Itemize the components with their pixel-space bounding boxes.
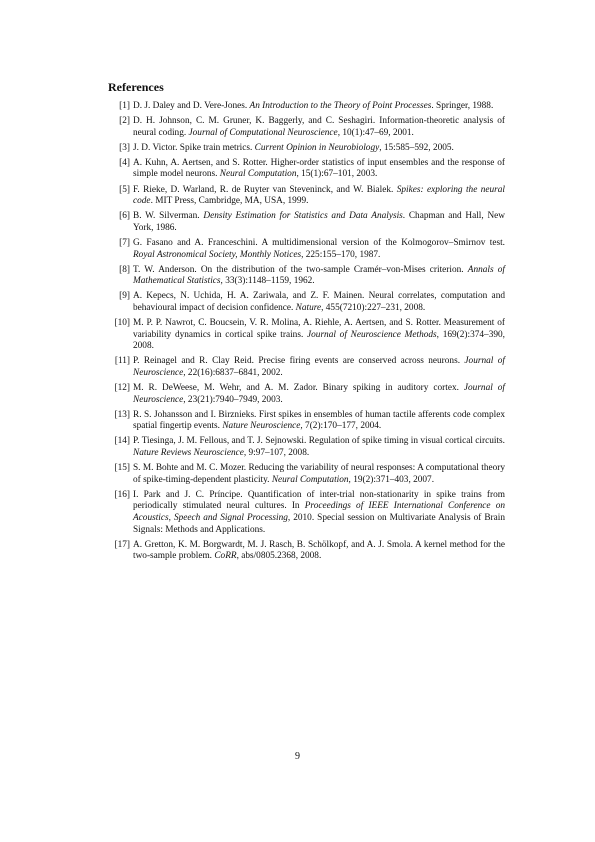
reference-item — [108, 158, 505, 181]
reference-text — [133, 356, 505, 378]
reference-text-segment: A. Kepecs, N. Uchida, H. A. Zariwala, and Z. F. Mainen. Neural correlates, computation and behavioural impact of decision confidence. — [133, 291, 505, 313]
reference-text — [133, 238, 505, 260]
reference-number: [12] — [114, 382, 130, 393]
reference-text — [133, 291, 505, 313]
reference-venue: CoRR — [214, 551, 237, 562]
reference-text-segment: D. H. Johnson, C. M. Gruner, K. Baggerly, and C. Seshagiri. Information-theoretic analysis of neural coding. — [133, 116, 505, 138]
reference-text-segment: A. Gretton, K. M. Borgwardt, M. J. Rasch, B. Schölkopf, and A. J. Smola. A kernel method for the two-sample problem. — [133, 539, 505, 562]
reference-text-segment: , 22(16):6837–6841, 2002. — [183, 367, 283, 378]
reference-number: [14] — [114, 436, 130, 447]
reference-text — [133, 436, 505, 458]
section-title: References — [108, 80, 164, 94]
reference-item — [108, 383, 505, 406]
reference-text-segment: D. J. Daley and D. Vere-Jones. — [133, 101, 250, 111]
reference-text-segment: A. Kuhn, A. Aertsen, and S. Rotter. Higher-order statistics of input ensembles and the response of simple model neurons. — [133, 157, 505, 180]
reference-number: [3] — [119, 142, 130, 153]
reference-number: [9] — [119, 291, 130, 302]
reference-venue: Neural Computation — [271, 474, 349, 485]
reference-number: [8] — [119, 264, 130, 275]
reference-venue: Nature — [295, 302, 322, 313]
reference-number: [5] — [119, 184, 130, 195]
reference-text-segment: , 2010. Special session on Multivariate Analysis of Brain Signals: Methods and Applications. — [133, 512, 505, 535]
reference-text — [133, 410, 505, 432]
reference-item — [108, 356, 505, 379]
reference-text — [133, 540, 505, 562]
reference-text-segment: S. M. Bohte and M. C. Mozer. Reducing the variability of neural responses: A computational theory of spike-timing-dependent plasticity. — [133, 463, 505, 485]
reference-text-segment: , 33(3):1148–1159, 1962. — [220, 276, 315, 287]
reference-number: [16] — [114, 489, 130, 500]
reference-text-segment: , abs/0805.2368, 2008. — [236, 551, 322, 562]
reference-text — [133, 211, 505, 233]
reference-number: [1] — [119, 101, 130, 111]
reference-text-segment: B. W. Silverman. — [133, 211, 204, 222]
reference-text-segment: I. Park and J. C. Príncipe. Quantification of inter-trial non-stationarity in spike trains from periodically stimulated neural cultures. In — [133, 489, 505, 512]
reference-item — [108, 143, 505, 155]
reference-text — [133, 318, 505, 351]
reference-text-segment: , 10(1):47–69, 2001. — [337, 127, 414, 138]
reference-number: [6] — [119, 211, 130, 222]
reference-text-segment: M. P. P. Nawrot, C. Boucsein, V. R. Molina, A. Riehle, A. Aertsen, and S. Rotter. Measurement of variability dynamics in cortical spike trains. — [133, 318, 505, 340]
reference-text — [133, 158, 505, 180]
reference-venue: Density Estimation for Statistics and Data Analysis — [203, 211, 403, 222]
reference-text-segment: , 15:585–592, 2005. — [379, 142, 454, 153]
reference-item — [108, 490, 505, 536]
reference-text-segment: , 23(21):7940–7949, 2003. — [183, 394, 283, 405]
reference-item — [108, 291, 505, 314]
reference-text-segment: R. S. Johansson and I. Birznieks. First spikes in ensembles of human tactile afferents code complex spatial fingertip events. — [133, 409, 505, 432]
reference-text-segment: , 9:97–107, 2008. — [243, 447, 310, 458]
reference-venue: Nature Neuroscience — [222, 421, 301, 432]
reference-text-segment: , 15(1):67–101, 2003. — [296, 169, 378, 180]
page-number: 9 — [295, 751, 300, 762]
reference-text-segment: , 169(2):374–390, 2008. — [133, 329, 505, 352]
reference-text-segment: , 455(7210):227–231, 2008. — [321, 302, 426, 313]
reference-item — [108, 238, 505, 261]
reference-number: [17] — [114, 539, 130, 550]
reference-item — [108, 101, 505, 113]
reference-item — [108, 463, 505, 486]
reference-text-segment: , 7(2):170–177, 2004. — [300, 421, 382, 432]
reference-text — [133, 116, 505, 138]
reference-text-segment: P. Tiesinga, J. M. Fellous, and T. J. Sejnowski. Regulation of spike timing in visual cortical circuits. — [133, 436, 505, 447]
reference-venue: Journal of Neuroscience — [133, 382, 505, 405]
reference-text — [133, 101, 493, 111]
reference-venue: Royal Astronomical Society, Monthly Notices — [133, 249, 302, 260]
reference-text-segment: J. D. Victor. Spike train metrics. — [133, 142, 255, 153]
reference-number: [4] — [119, 157, 130, 168]
reference-item — [108, 540, 505, 563]
reference-text — [133, 185, 505, 207]
reference-number: [11] — [114, 356, 130, 367]
reference-item — [108, 265, 505, 288]
reference-item — [108, 318, 505, 353]
reference-text-segment: , 19(2):371–403, 2007. — [348, 474, 435, 485]
reference-item — [108, 185, 505, 208]
reference-item — [108, 116, 505, 139]
reference-number: [13] — [114, 409, 130, 420]
reference-text-segment: G. Fasano and A. Franceschini. A multidimensional version of the Kolmogorov–Smirnov test. — [133, 237, 505, 248]
reference-text — [133, 383, 505, 405]
reference-text-segment: . Springer, 1988. — [431, 101, 494, 111]
reference-number: [10] — [114, 318, 130, 328]
reference-text — [133, 463, 505, 485]
reference-text-segment: F. Rieke, D. Warland, R. de Ruyter van Steveninck, and W. Bialek. — [133, 184, 397, 195]
reference-list — [108, 101, 505, 566]
reference-venue: Current Opinion in Neurobiology — [254, 142, 380, 153]
reference-item — [108, 436, 505, 459]
reference-number: [7] — [119, 237, 130, 248]
reference-text-segment: T. W. Anderson. On the distribution of the two-sample Cramér–von-Mises criterion. — [133, 264, 468, 275]
reference-venue: Annals of Mathematical Statistics — [133, 264, 505, 287]
reference-number: [15] — [114, 463, 130, 474]
reference-text-segment: M. R. DeWeese, M. Wehr, and A. M. Zador. Binary spiking in auditory cortex. — [133, 382, 464, 393]
reference-item — [108, 211, 505, 234]
reference-venue: Neural Computation — [219, 169, 297, 180]
reference-item — [108, 410, 505, 433]
reference-text — [133, 143, 454, 153]
reference-text-segment: , 225:155–170, 1987. — [301, 249, 381, 260]
reference-venue: Spikes: exploring the neural code — [133, 184, 505, 207]
reference-text-segment: . Chapman and Hall, New York, 1986. — [133, 211, 505, 233]
reference-number: [2] — [119, 116, 130, 127]
reference-text — [133, 265, 505, 287]
reference-venue: An Introduction to the Theory of Point Processes — [249, 101, 432, 111]
reference-venue: Journal of Neuroscience — [133, 356, 505, 378]
reference-text-segment: . MIT Press, Cambridge, MA, USA, 1999. — [150, 196, 309, 207]
reference-text — [133, 490, 505, 535]
reference-venue: Journal of Neuroscience Methods — [307, 329, 437, 340]
reference-venue: Proceedings of IEEE International Conference on Acoustics, Speech and Signal Processing — [133, 501, 505, 523]
reference-venue: Nature Reviews Neuroscience — [133, 447, 244, 458]
reference-venue: Journal of Computational Neuroscience — [188, 127, 338, 138]
reference-text-segment: P. Reinagel and R. Clay Reid. Precise firing events are conserved across neurons. — [133, 356, 465, 367]
